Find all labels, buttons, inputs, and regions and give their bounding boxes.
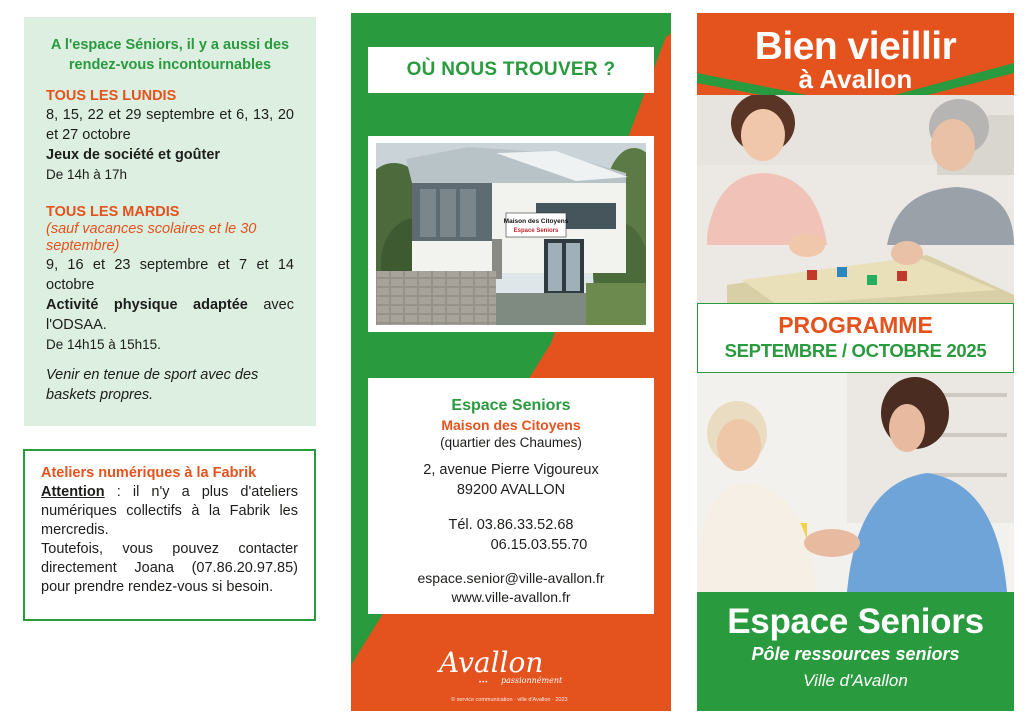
tuesday-note: (sauf vacances scolaires et le 30 septembre): [46, 221, 257, 254]
address-quarter: (quartier des Chaumes): [440, 435, 582, 450]
logo-tagline: passionnément: [501, 676, 563, 685]
email-link[interactable]: espace.senior@ville-avallon.fr: [417, 570, 605, 586]
programme-box: [697, 303, 1014, 373]
footer-city: Ville d'Avallon: [803, 671, 908, 690]
address-street: 2, avenue Pierre Vigoureux: [423, 462, 599, 478]
events-panel: [24, 17, 316, 426]
programme-title: PROGRAMME: [778, 312, 933, 338]
fabrik-text: [41, 483, 298, 597]
address-city: 89200 AVALLON: [456, 482, 566, 498]
location-panel: [351, 13, 671, 711]
address-place: Maison des Citoyens: [441, 417, 581, 433]
fabrik-text-2: Toutefois, vous pouvez contacter directement Joana (07.86.20.97.85) pour prendre rendez-vous si besoin.: [41, 541, 298, 595]
website-link[interactable]: www.ville-avallon.fr: [451, 589, 571, 605]
address-card: [368, 378, 654, 614]
building-photo: [376, 143, 646, 325]
tuesday-dates: 9, 16 et 23 septembre et 7 et 14 octobre: [46, 257, 294, 293]
footer-title: Espace Seniors: [727, 602, 984, 641]
photo-scrabble-game: [697, 95, 1014, 305]
building-sign-line1: Maison des Citoyens: [503, 218, 569, 225]
fabrik-text-1: : il n'y a plus d'ateliers numériques collectifs à la Fabrik les mercredis.: [41, 484, 298, 538]
tuesday-title: TOUS LES MARDIS: [46, 204, 180, 220]
cover-panel: [697, 13, 1014, 711]
cover-subtitle: à Avallon: [798, 64, 913, 94]
footer-subtitle: Pôle ressources seniors: [751, 644, 960, 664]
building-sign-line2: Espace Seniors: [513, 228, 559, 234]
programme-period: SEPTEMBRE / OCTOBRE 2025: [724, 340, 987, 361]
logo-dots: •••: [479, 680, 489, 686]
monday-activity: Jeux de société et goûter: [46, 147, 221, 163]
address-name: Espace Seniors: [451, 397, 571, 414]
phone-secondary: 06.15.03.55.70: [490, 537, 588, 553]
credit-line: © service communication · ville d'Avallon · 2023: [451, 697, 568, 703]
cover-title: Bien vieillir: [754, 25, 957, 68]
phone-primary: Tél. 03.86.33.52.68: [448, 517, 574, 533]
address-phones: [368, 515, 654, 555]
monday-title: TOUS LES LUNDIS: [46, 88, 177, 104]
events-intro: A l'espace Séniors, il y a aussi des rendez-vous incontournables: [50, 37, 290, 73]
tuesday-activity-rest: avec l'ODSAA.: [46, 297, 294, 333]
building-photo-frame: [368, 136, 654, 332]
photo-caregiver-senior: [697, 373, 1014, 592]
tuesday-time: De 14h15 à 15h15.: [46, 337, 161, 352]
monday-time: De 14h à 17h: [46, 167, 128, 182]
tuesday-tip: Venir en tenue de sport avec des baskets propres.: [46, 367, 259, 403]
tuesday-activity: [46, 295, 294, 335]
where-title: OÙ NOUS TROUVER ?: [368, 47, 654, 93]
avallon-logo: Avallon: [439, 646, 544, 679]
fabrik-panel: [23, 449, 316, 621]
footer-band: [697, 592, 1014, 711]
tuesday-activity-name: Activité physique adaptée: [46, 297, 248, 313]
fabrik-title: Ateliers numériques à la Fabrik: [41, 465, 257, 481]
monday-dates: 8, 15, 22 et 29 septembre et 6, 13, 20 et 27 octobre: [46, 107, 294, 143]
attention-label: Attention: [41, 484, 105, 500]
